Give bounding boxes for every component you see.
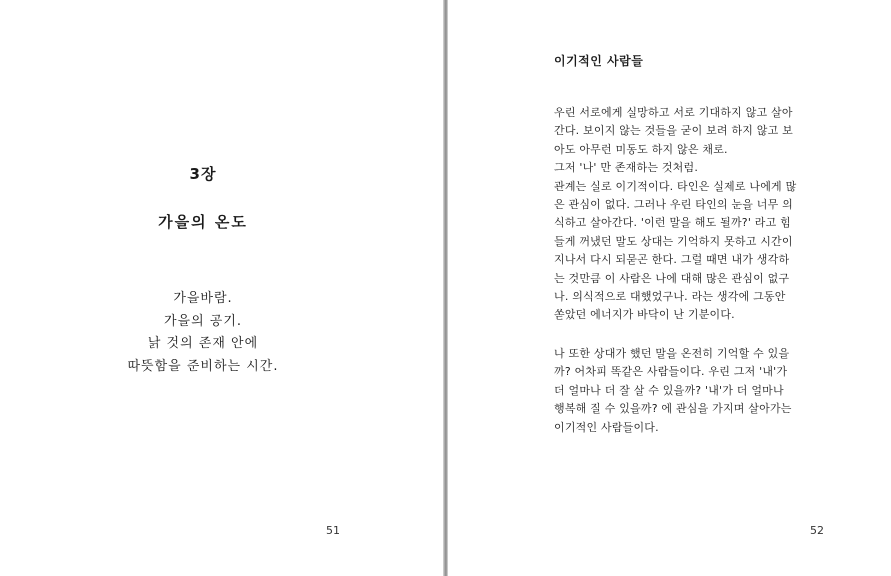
page-number-right: 52 bbox=[810, 524, 824, 537]
paragraph-1 bbox=[554, 104, 844, 325]
paragraph-2 bbox=[554, 345, 844, 437]
chapter-title: 가을의 온도 bbox=[158, 213, 248, 231]
text-line: 까? 어차피 똑같은 사람들이다. 우린 그저 '내'가 bbox=[554, 365, 788, 379]
text-line: 쏟았던 에너지가 바닥이 난 기분이다. bbox=[554, 308, 735, 322]
text-line: 들게 꺼냈던 말도 상대는 기억하지 못하고 시간이 bbox=[554, 234, 793, 248]
text-line: 은 관심이 없다. 그러나 우린 타인의 눈을 너무 의 bbox=[554, 198, 793, 212]
chapter-number: 3장 bbox=[189, 165, 217, 183]
poem-line: 가을의 공기. bbox=[163, 313, 243, 329]
poem-line: 낡 것의 존재 안에 bbox=[147, 336, 259, 351]
page-number-left: 51 bbox=[326, 524, 340, 537]
text-line: 그저 '나' 만 존재하는 것처럼. bbox=[554, 161, 699, 175]
text-line: 더 얼마나 더 잘 살 수 있을까? '내'가 더 얼마나 bbox=[554, 383, 784, 397]
right-page bbox=[448, 0, 891, 576]
text-line: 이기적인 사람들이다. bbox=[554, 420, 659, 434]
left-page bbox=[0, 0, 443, 576]
text-line: 는 것만큼 이 사람은 나에 대해 많은 관심이 없구 bbox=[554, 271, 790, 285]
text-line: 아도 아무런 미동도 하지 않은 채로. bbox=[554, 142, 728, 156]
text-line: 식하고 살아간다. '이런 말을 해도 될까?' 라고 힘 bbox=[554, 216, 791, 230]
poem bbox=[0, 288, 406, 378]
poem-line: 따뜻함을 준비하는 시간. bbox=[127, 358, 279, 374]
text-line: 나. 의식적으로 대했었구나. 라는 생각에 그동안 bbox=[554, 290, 786, 304]
text-line: 나 또한 상대가 했던 말을 온전히 기억할 수 있을 bbox=[554, 347, 790, 360]
text-line: 우린 서로에게 실망하고 서로 기대하지 않고 살아 bbox=[554, 106, 793, 119]
text-line: 지나서 다시 되묻곤 한다. 그럴 때면 내가 생각하 bbox=[554, 253, 790, 267]
poem-line: 가을바람. bbox=[173, 291, 233, 306]
section-title: 이기적인 사람들 bbox=[554, 54, 644, 68]
text-line: 간다. 보이지 않는 것들을 굳이 보려 하지 않고 보 bbox=[554, 124, 793, 138]
text-line: 관계는 실로 이기적이다. 타인은 실제로 나에게 많 bbox=[554, 179, 797, 193]
text-line: 행복해 질 수 있을까? 에 관심을 가지며 살아가는 bbox=[554, 402, 792, 416]
